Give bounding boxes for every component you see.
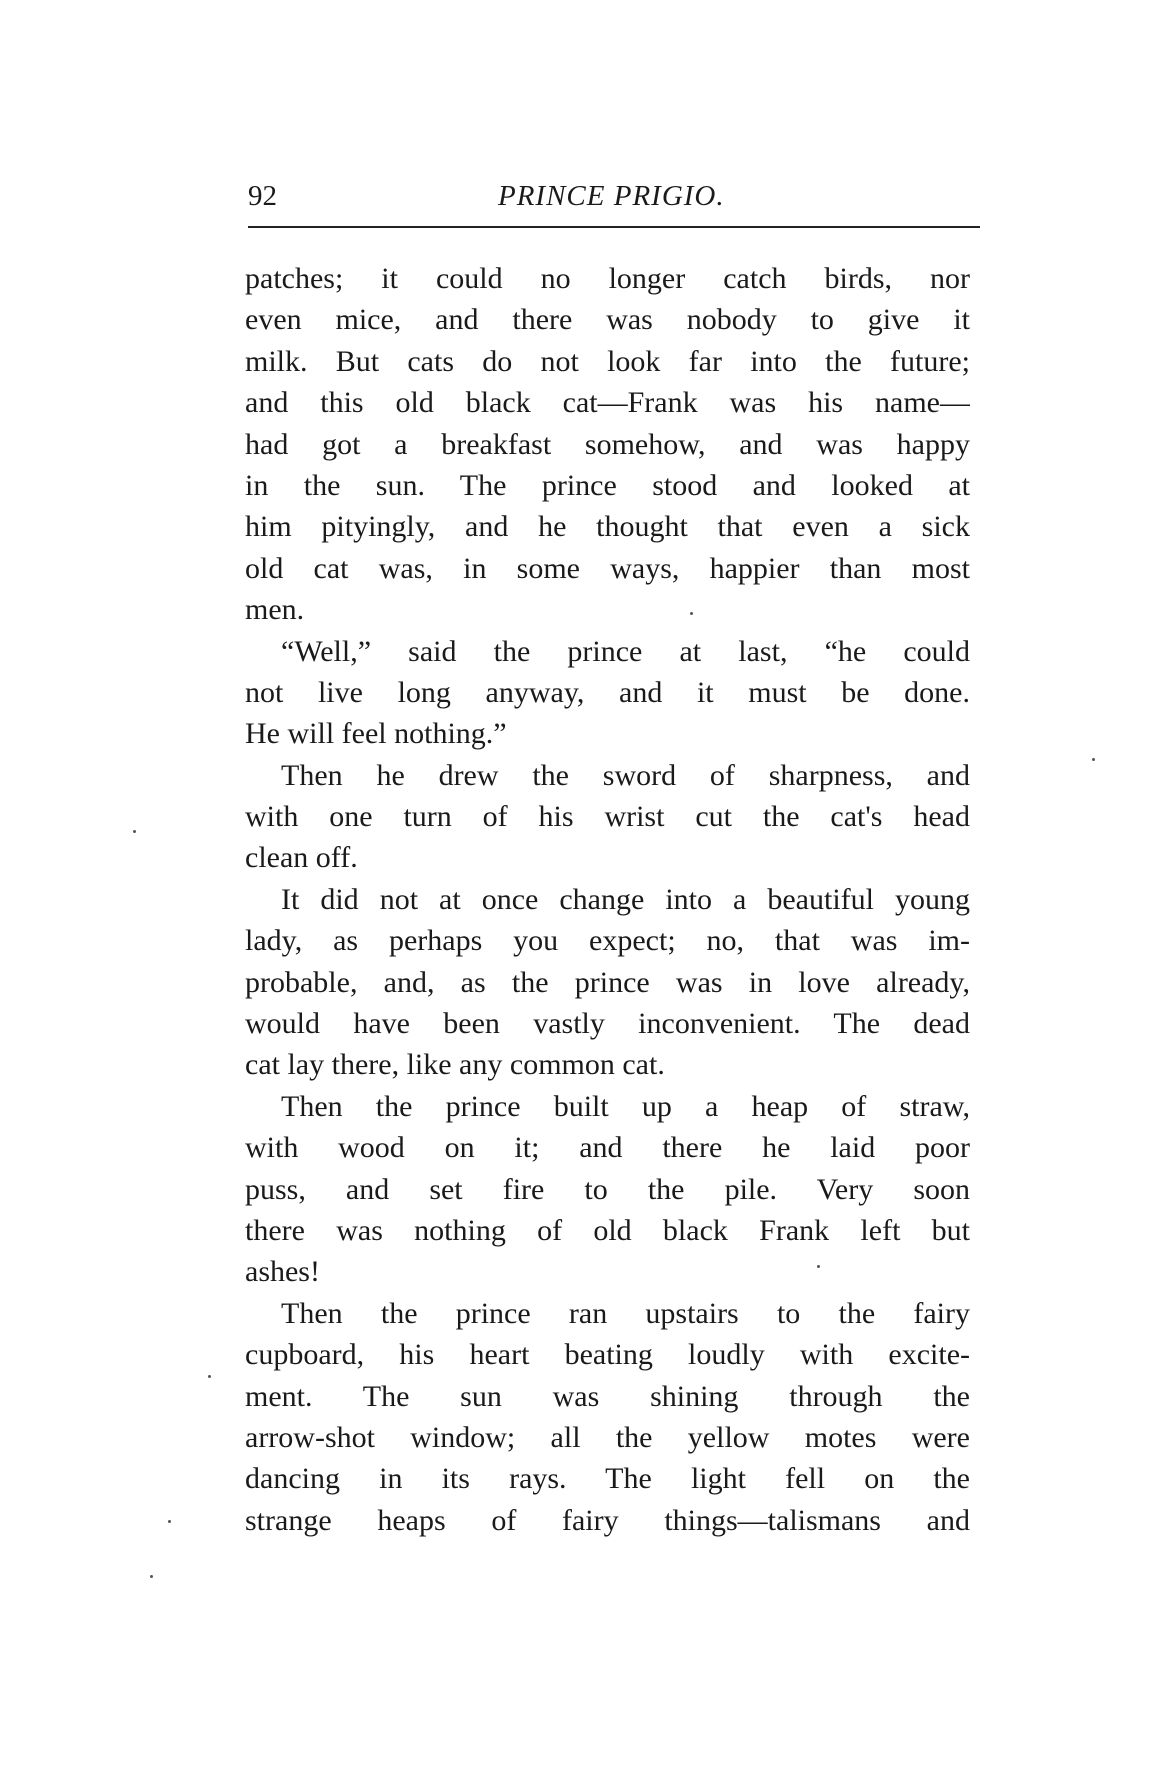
text-line: patches; it could no longer catch birds, nor bbox=[245, 262, 970, 295]
text-line: cupboard, his heart beating loudly with excite- bbox=[245, 1338, 970, 1372]
text-line: with wood on it; and there he laid poor bbox=[245, 1131, 970, 1165]
scan-speck bbox=[1092, 758, 1095, 761]
text-line: clean off. bbox=[245, 841, 358, 875]
text-line: strange heaps of fairy things—talismans and bbox=[245, 1503, 970, 1537]
text-line: with one turn of his wrist cut the cat's head bbox=[245, 800, 970, 834]
scan-speck bbox=[150, 1575, 153, 1578]
text-line: him pityingly, and he thought that even a sick bbox=[245, 510, 970, 544]
text-line: ment. The sun was shining through the bbox=[245, 1379, 970, 1413]
text-line: had got a breakfast somehow, and was happy bbox=[245, 427, 970, 461]
text-line: probable, and, as the prince was in love already, bbox=[245, 965, 970, 999]
scan-speck bbox=[208, 1375, 211, 1378]
header-rule bbox=[248, 226, 980, 228]
scan-speck bbox=[133, 830, 136, 833]
text-line: lady, as perhaps you expect; no, that was im- bbox=[245, 924, 970, 958]
text-line: old cat was, in some ways, happier than most bbox=[245, 551, 970, 585]
text-line: not live long anyway, and it must be done. bbox=[245, 675, 970, 709]
text-line: cat lay there, like any common cat. bbox=[245, 1048, 665, 1082]
text-line: and this old black cat—Frank was his name— bbox=[245, 386, 970, 420]
running-title: PRINCE PRIGIO. bbox=[498, 180, 725, 212]
text-line: Then the prince ran upstairs to the fairy bbox=[281, 1296, 970, 1330]
scan-speck bbox=[817, 1265, 820, 1268]
body-text bbox=[245, 258, 970, 1541]
text-line: ashes! bbox=[245, 1255, 320, 1289]
scan-speck bbox=[690, 612, 693, 615]
text-line: Then the prince built up a heap of straw, bbox=[281, 1089, 970, 1123]
page-number: 92 bbox=[248, 180, 277, 212]
text-line: would have been vastly inconvenient. The dead bbox=[245, 1007, 970, 1041]
text-line: puss, and set fire to the pile. Very soon bbox=[245, 1172, 970, 1206]
text-line: “Well,” said the prince at last, “he could bbox=[281, 634, 970, 668]
text-line: Then he drew the sword of sharpness, and bbox=[281, 758, 970, 792]
text-line: there was nothing of old black Frank left but bbox=[245, 1213, 970, 1247]
text-line: milk. But cats do not look far into the future; bbox=[245, 344, 970, 378]
text-line: It did not at once change into a beautiful young bbox=[281, 882, 970, 916]
page-header bbox=[248, 180, 980, 220]
scan-speck bbox=[168, 1520, 171, 1523]
text-line: in the sun. The prince stood and looked at bbox=[245, 468, 970, 502]
text-line: He will feel nothing.” bbox=[245, 717, 507, 751]
text-line: men. bbox=[245, 593, 305, 627]
text-line: arrow-shot window; all the yellow motes were bbox=[245, 1420, 970, 1454]
text-line: even mice, and there was nobody to give it bbox=[245, 303, 970, 337]
text-line: dancing in its rays. The light fell on the bbox=[245, 1462, 970, 1496]
